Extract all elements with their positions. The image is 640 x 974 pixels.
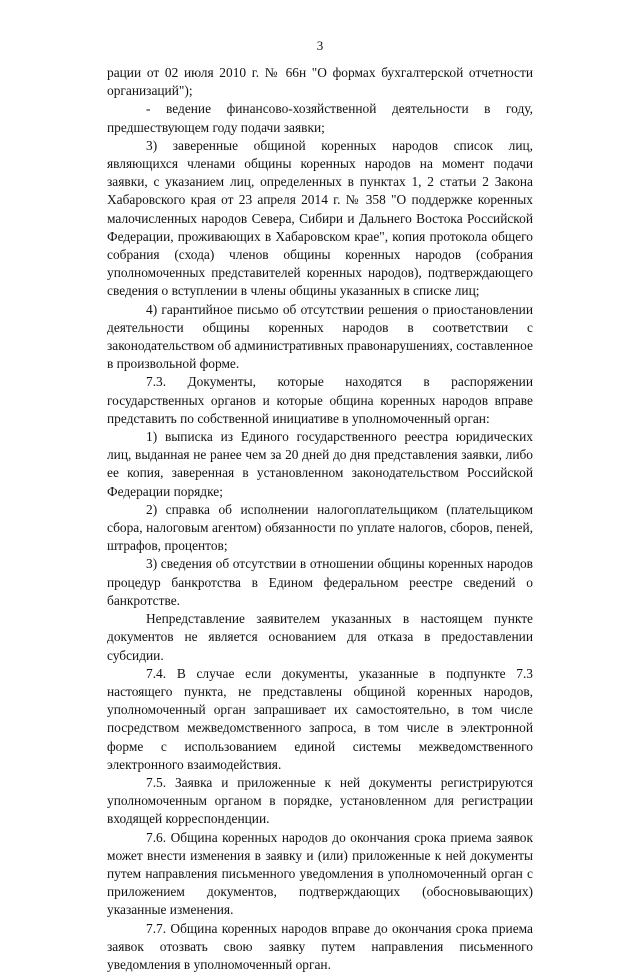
paragraph: 1) выписка из Единого государственного реестра юридических лиц, выданная не ранее чем за 20 дней до дня представления заявки, либо ее копия, заверенная в установленном законодательством Российской Федерации порядке; [107, 429, 533, 499]
paragraph: 7.5. Заявка и приложенные к ней документы регистрируются уполномоченным органом в порядке, установленном для регистрации входящей корреспонденции. [107, 774, 533, 827]
document-body [107, 64, 533, 974]
paragraph: рации от 02 июля 2010 г. № 66н "О формах бухгалтерской отчетности организаций"); [107, 65, 533, 99]
paragraph: 2) справка об исполнении налогоплательщиком (плательщиком сбора, налоговым агентом) обязанности по уплате налогов, сборов, пеней, штрафов, процентов; [107, 501, 533, 554]
paragraph: Непредставление заявителем указанных в настоящем пункте документов не является основанием для отказа в предоставлении субсидии. [107, 611, 533, 663]
paragraph: 7.3. Документы, которые находятся в распоряжении государственных органов и которые община коренных народов вправе представить по собственной инициативе в уполномоченный орган: [107, 374, 533, 426]
paragraph: 4) гарантийное письмо об отсутствии решения о приостановлении деятельности общины коренных народов в соответствии с законодательством об административных правонарушениях, составленное в произвольной форме. [107, 301, 533, 372]
paragraph: 3) заверенные общиной коренных народов список лиц, являющихся членами общины коренных народов на момент подачи заявки, с указанием лиц, определенных в пунктах 1, 2 статьи 2 Закона Хабаровского края от 23 апреля 2014 г. № 358 "О поддержке коренных малочисленных народов Севера, Сибири и Дальнего Востока Российской Федерации, проживающих в Хабаровском крае", копия протокола общего собрания (схода) членов общины коренных народов (собрания уполномоченных представителей коренных народов), подтверждающего сведения о вступлении в члены общины указанных в списке лиц; [107, 137, 533, 299]
paragraph: 7.4. В случае если документы, указанные в подпункте 7.3 настоящего пункта, не представлены общиной коренных народов, уполномоченный орган запрашивает их самостоятельно, в том числе посредством межведомственного запроса, в том числе в электронной форме с использованием единой системы межведомственного электронного взаимодействия. [107, 665, 533, 772]
paragraph: 3) сведения об отсутствии в отношении общины коренных народов процедур банкротства в Едином федеральном реестре сведений о банкротстве. [107, 556, 533, 608]
page-number: 3 [316, 38, 324, 53]
paragraph: - ведение финансово-хозяйственной деятельности в году, предшествующем году подачи заявки; [107, 101, 533, 135]
paragraph: 7.6. Община коренных народов до окончания срока приема заявок может внести изменения в заявку и (или) приложенные к ней документы путем направления письменного уведомления в уполномоченный орган с приложением документов, подтверждающих (обосновывающих) указанные изменения. [107, 829, 533, 918]
paragraph: 7.7. Община коренных народов вправе до окончания срока приема заявок отозвать свою заявку путем направления письменного уведомления в уполномоченный орган. [107, 920, 533, 972]
